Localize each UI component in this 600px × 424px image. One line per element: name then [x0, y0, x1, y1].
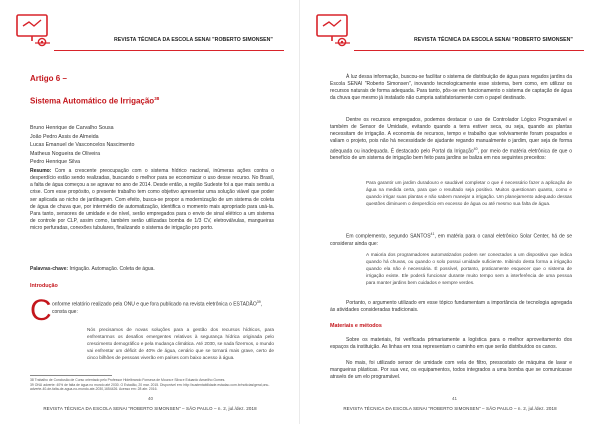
materials-heading: Materiais e métodos: [330, 323, 382, 329]
para-text: Dentre os recursos empregados, podemos destacar o uso de Controlador Lógico Programável e também de Sensor de Umidade, evitando quando a terra estiver seca, ou seja, quando as plantas necessitam de irrigação. A economia de recursos, tempo e trabalho que volvivamente foram poupados e valiam o projeto, pois não há necessidade de ajudante regando manualmente o jardim, quer seja de forma adequada ou inadequada. É destacado pelo Portal da Irrigação: [330, 117, 572, 155]
page-footer: REVISTA TÉCNICA DA ESCOLA SENAI "ROBERTO SIMONSEN" – SÃO PAULO – n. 2, jul./dez. 2018: [343, 406, 557, 411]
article-title-note: 38: [154, 96, 160, 101]
monitor-gear-logo-icon: [14, 12, 50, 48]
para-note: 41: [430, 232, 435, 236]
intro-text: onforme relatório realizado pela ONU e que fora publicado na revista eletrônica o ESTADÃO: [52, 301, 257, 308]
block-quote: Nós precisamos de novas soluções para a gestão dos recursos hídricos, para enfrentarmos os desafios emergentes relativos à segurança hídrica originada pelo crescimento demográfico e pela mudança climática. Até 2030, se nada fizermos, o mundo vai enfrentar um déficit de 40% de água, cenário que se tornará mais grave, certo de cinco bilhões de pessoas viverão em países com baixo acesso à água.: [87, 327, 274, 360]
monitor-gear-logo-icon: [314, 12, 350, 48]
right-header: [300, 9, 600, 53]
abstract-text: Com a crescente preocupação com o sistema hídrico nacional, inúmeras ações contra o desperdício estão sendo realizadas, buscando o melhor para se economizar o uso desse recurso. No Brasil, a falta de água começou a se agravar no ano de 2014. Desde então, a região Sudeste foi a que mais sentiu a crise. Com esse propósito, o presente trabalho tem como objetivo apresentar uma solução viável que poder ser aplicada ao nicho de jardinagem. Com efeito, busca-se propor a modernização de um sistema de coleta de água de chuva que, por intermédio de automatização, identifica o momento mais apropriado para usá-la. Para tanto, sensores de umidade e de nível, serão empregados para o envio de sinal elétrico a um sistema de controle por CLP, assim como, também serão utilizadas bomba de 1/3 CV, eletroválvulas, mangueiras micro perfuradas, conexões tubulares, finalizando o sistema de irrigação pro porto.: [30, 168, 275, 232]
para-text: Em complemento, segundo SANTOS: [346, 233, 431, 240]
page-number: 41: [452, 396, 458, 401]
para-note: 40: [473, 146, 478, 151]
intro-end: , consta que:: [52, 301, 263, 315]
abstract: [30, 168, 274, 232]
journal-header-title: REVISTA TÉCNICA DA ESCOLA SENAI "ROBERTO SIMONSEN": [414, 37, 573, 43]
block-quote: A maioria dos programadores automatizados podem ser conectados a um dispositivo que indica quando há chuvas, ou quando o solo possui umidade suficiente. Inibindo desta forma a irrigação quando ela não é necessária. É possível, portanto, praticamente esquecer que o sistema de irrigação existe. Ele poderá funcionar durante muito tempo sem a interferência de uma pessoa para manter jardins bem cuidados e sempre verdes.: [366, 252, 572, 285]
header-rule: [54, 50, 284, 51]
author-name: Pedro Henrique Silva: [30, 159, 81, 166]
author-name: Lucas Emanuel de Vasconcelos Nascimento: [30, 142, 135, 149]
footnotes: [30, 378, 274, 392]
block-quote: Para garantir um jardim duradouro e saudável completar o que é necessário fazer a aplicação de água na medida certa, para que o resultado seja positivo. Muitos questionam quanto, como e quando irrigar suas plantas e não sabem manejar a irrigação. Um planejamento adequado dessas questões diminuem o desperdício em excesso de água ou até mesmo sua falta de água.: [366, 180, 572, 206]
author-list: [30, 124, 134, 167]
para-end: , por meio de matéria eletrônica de que o benefício de um sistema de irrigação bem feito para jardins se baliza em nos seguintes preceitos:: [330, 148, 572, 162]
keywords-label: Palavras-chave:: [30, 266, 69, 272]
footnote: 38 Trabalho de Conclusão de Curso orientado pelo Professor Hidelbrando Fonseca de Moura e Silva e Eduardo Amarilho Gomes.: [30, 378, 226, 382]
body-paragraph: [330, 231, 572, 248]
right-page: [300, 0, 600, 424]
intro-paragraph: [52, 299, 274, 316]
footnote-rule: [30, 375, 112, 376]
left-header: [0, 9, 300, 53]
page-footer: REVISTA TÉCNICA DA ESCOLA SENAI "ROBERTO SIMONSEN" – SÃO PAULO – n. 2, jul./dez. 2018: [43, 406, 257, 411]
article-title: [30, 96, 159, 106]
body-paragraph: Sobre os materiais, foi verificada primariamente a logística para o melhor aproveitamento dos espaços da instituição. As linhas em rosa representam o caminho em que serão distribuídos os canos.: [330, 337, 572, 351]
body-paragraph: Portanto, o argumento utilizado em esse tópico fundamentam a importância de tecnologia agregada às atividades consideradas tradicionais.: [330, 300, 572, 314]
keywords-text: Irrigação. Automação. Coleta de água.: [69, 266, 155, 272]
author-name: Bruno Henrique de Carvalho Sousa: [30, 125, 114, 131]
drop-cap: C: [30, 294, 52, 327]
article-title-text: Sistema Automático de Irrigação: [30, 96, 155, 106]
body-paragraph: No mais, foi utilizado sensor de umidade com vela de filtro, pressostato de máquina de lavar e mangueiras plásticas. Por sua vez, os equipamentos, todos integrados a uma bomba que se comunicasse através de um elo programável.: [330, 360, 572, 381]
author-name: Matheus Nogueira de Oliveira: [30, 150, 101, 157]
journal-header-title: REVISTA TÉCNICA DA ESCOLA SENAI "ROBERTO SIMONSEN": [114, 37, 273, 43]
article-label: Artigo 6 –: [30, 74, 67, 83]
page-number: 40: [148, 396, 154, 401]
header-rule: [354, 50, 584, 51]
para-end: , em matéria para o canal eletrônico Solar Center, há de se considerar ainda que:: [330, 233, 573, 247]
intro-note: 39: [256, 300, 261, 304]
abstract-label: Resumo:: [30, 168, 52, 174]
author-name: João Pedro Assis de Almeida: [30, 133, 99, 140]
body-paragraph: À luz dessa informação, buscou-se facilitar o sistema de distribuição de água para regados jardins da Escola SENAI "Roberto Simonsen", inovando tecnologicamente esse sistema, bem como, em utilizar os recursos naturais de forma adequada. Para tanto, pôs-se em funcionamento o sistema de captação de água da chuva que mesmo já instalado não cumpria satisfatoriamente com o papel destinado.: [330, 74, 572, 102]
body-paragraph: [330, 117, 572, 163]
intro-heading: Introdução: [30, 283, 58, 289]
keywords: [30, 266, 274, 273]
footnote: 39 ONU adverte: 40% de falta de água no mundo até 2030. O Estadão, 20 mar. 2015. Disponível em: http://sustentabilidade.estadao.com.br/noticias/geral,onu-adverte-40-de-falta-de-agua-no-mundo-ate-2030,1654426. Acesso em: 28 abr. 2016.: [30, 382, 270, 392]
